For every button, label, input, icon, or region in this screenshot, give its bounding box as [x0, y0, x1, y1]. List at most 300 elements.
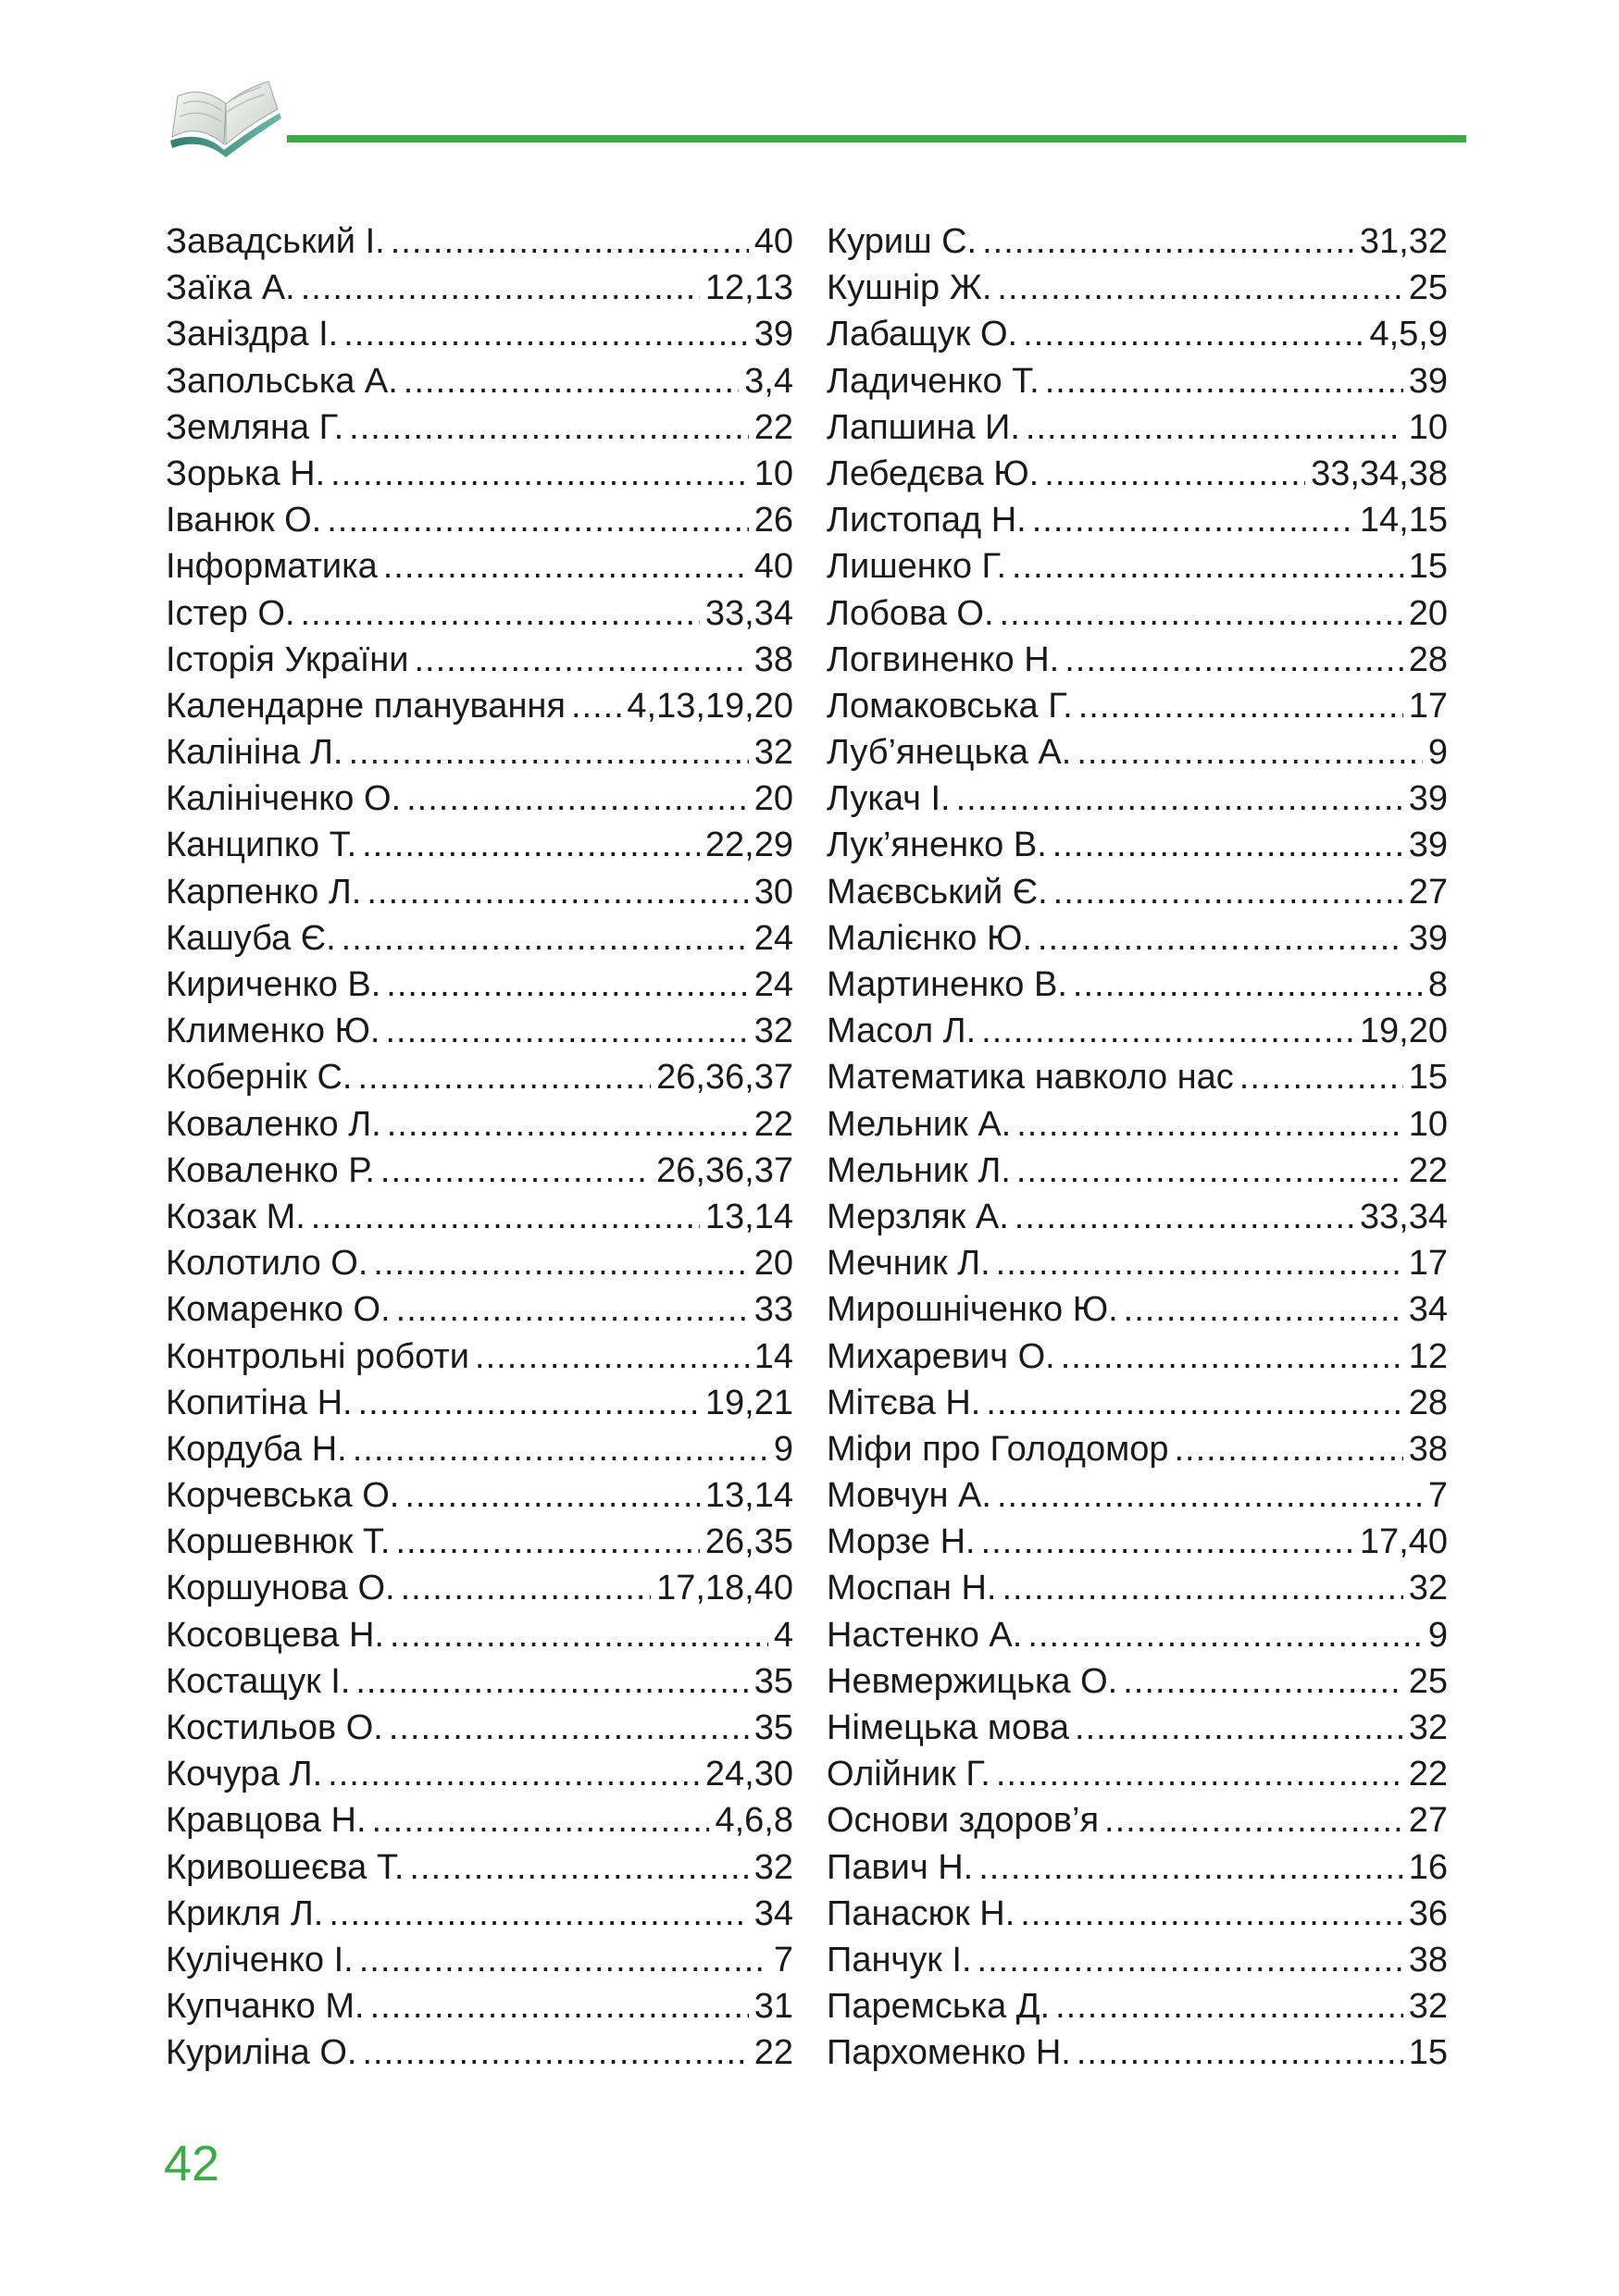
index-pages: 24 [753, 918, 793, 958]
index-term: Пархоменко Н. [827, 2033, 1071, 2073]
dot-leader [328, 1751, 700, 1797]
index-term: Малієнко Ю. [827, 918, 1032, 958]
dot-leader [1065, 637, 1403, 683]
index-entry [827, 1054, 1448, 1100]
index-entry [827, 265, 1448, 311]
index-term: Невмержицька О. [827, 1661, 1118, 1701]
index-term: Коваленко Р. [166, 1150, 375, 1190]
index-entry [166, 311, 793, 357]
index-term: Кочура Л. [166, 1755, 323, 1794]
index-entry [166, 1286, 793, 1333]
index-entry [827, 1426, 1448, 1472]
index-pages: 32 [753, 733, 793, 773]
index-term: Кордуба Н. [166, 1429, 347, 1469]
index-entry [166, 358, 793, 404]
index-entry [827, 1751, 1448, 1797]
index-pages: 4 [773, 1615, 793, 1655]
dot-leader [1061, 1334, 1403, 1380]
index-pages: 31 [753, 1987, 793, 2027]
dot-leader [1239, 1054, 1403, 1100]
index-term: Листопад Н. [827, 501, 1027, 540]
dot-leader [1077, 2029, 1403, 2076]
index-column-right [827, 218, 1448, 2077]
index-entry [166, 683, 793, 729]
index-term: Лебедєва Ю. [827, 453, 1040, 493]
index-entry [166, 1658, 793, 1705]
index-pages: 10 [1408, 407, 1448, 447]
index-term: Мельник Л. [827, 1150, 1011, 1190]
index-term: Основи здоров’я [827, 1801, 1100, 1841]
dot-leader [311, 1194, 700, 1240]
index-entry [166, 1380, 793, 1426]
index-pages: 30 [753, 872, 793, 912]
index-term: Куліченко І. [166, 1940, 354, 1980]
index-entry [827, 822, 1448, 868]
index-term: Інформатика [166, 547, 378, 587]
index-pages: 7 [773, 1940, 793, 1980]
dot-leader [401, 1565, 652, 1611]
index-term: Маєвський Є. [827, 872, 1048, 912]
dot-leader [390, 1612, 768, 1658]
dot-leader [1104, 1797, 1403, 1843]
index-term: Михаревич О. [827, 1336, 1055, 1376]
index-pages: 28 [1408, 639, 1448, 679]
index-pages: 10 [1408, 1104, 1448, 1144]
index-entry [827, 729, 1448, 776]
dot-leader [1078, 683, 1403, 729]
index-pages: 35 [753, 1708, 793, 1747]
index-term: Купчанко М. [166, 1987, 365, 2027]
dot-leader [1027, 1612, 1423, 1658]
index-term: Калініченко О. [166, 779, 402, 819]
index-pages: 35 [753, 1661, 793, 1701]
dot-leader [330, 451, 749, 497]
index-term: Заніздра І. [166, 315, 339, 354]
index-entry [827, 1286, 1448, 1333]
index-entry [827, 1891, 1448, 1937]
index-entry [166, 1797, 793, 1843]
index-entry [166, 1240, 793, 1286]
dot-leader [406, 776, 749, 822]
index-pages: 26,36,37 [656, 1150, 793, 1190]
dot-leader [404, 358, 739, 404]
index-pages: 33,34 [1359, 1197, 1448, 1236]
dot-leader [358, 1380, 700, 1426]
dot-leader [996, 1751, 1403, 1797]
index-term: Карпенко Л. [166, 872, 362, 912]
index-term: Куриш С. [827, 222, 978, 261]
dot-leader [981, 1519, 1354, 1565]
dot-leader [370, 1983, 749, 2029]
dot-leader [1045, 358, 1403, 404]
index-pages: 19,21 [704, 1383, 793, 1422]
index-pages: 20 [1408, 593, 1448, 633]
index-pages: 32 [1408, 1987, 1448, 2027]
index-term: Контрольні роботи [166, 1336, 470, 1376]
index-pages: 40 [753, 222, 793, 261]
dot-leader [1053, 869, 1403, 915]
index-entry [166, 1565, 793, 1611]
index-term: Лишенко Г. [827, 547, 1007, 587]
dot-leader [1038, 915, 1403, 962]
dot-leader [395, 1519, 699, 1565]
dot-leader [355, 1658, 748, 1705]
index-term: Корчевська О. [166, 1476, 400, 1516]
index-pages: 22 [1408, 1755, 1448, 1794]
index-pages: 27 [1408, 872, 1448, 912]
index-entry [827, 1937, 1448, 1983]
index-term: Зорька Н. [166, 453, 326, 493]
dot-leader [1174, 1426, 1402, 1472]
dot-leader [414, 637, 748, 683]
index-pages: 12 [1408, 1336, 1448, 1376]
index-entry [827, 404, 1448, 451]
index-entry [827, 1519, 1448, 1565]
dot-leader [373, 1240, 748, 1286]
dot-leader [1055, 1983, 1403, 2029]
index-pages: 39 [1408, 779, 1448, 819]
index-entry [166, 1148, 793, 1194]
index-pages: 4,5,9 [1369, 315, 1448, 354]
index-term: Настенко А. [827, 1615, 1023, 1655]
index-entry [166, 729, 793, 776]
index-term: Кобернік С. [166, 1058, 353, 1098]
index-pages: 10 [753, 453, 793, 493]
index-term: Канципко Т. [166, 825, 357, 865]
index-pages: 31,32 [1359, 222, 1448, 261]
index-entry [827, 1194, 1448, 1240]
index-term: Кушнір Ж. [827, 268, 992, 308]
dot-leader [997, 265, 1402, 311]
index-entry [166, 869, 793, 915]
index-pages: 33,34 [704, 593, 793, 633]
index-pages: 17 [1408, 1244, 1448, 1284]
index-pages: 17,18,40 [656, 1569, 793, 1608]
dot-leader [343, 311, 749, 357]
index-entry [166, 1891, 793, 1937]
index-entry [827, 869, 1448, 915]
dot-leader [385, 1008, 748, 1054]
open-book-icon [165, 76, 285, 168]
index-term: Копитіна Н. [166, 1383, 353, 1422]
index-entry [827, 915, 1448, 962]
index-term: Лукач І. [827, 779, 951, 819]
index-entry [166, 637, 793, 683]
index-entry [166, 1426, 793, 1472]
index-pages: 22 [1408, 1150, 1448, 1190]
index-pages: 32 [753, 1011, 793, 1051]
index-entry [827, 1380, 1448, 1426]
dot-leader [300, 590, 699, 637]
dot-leader [978, 1937, 1403, 1983]
index-pages: 25 [1408, 1661, 1448, 1701]
index-term: Костильов О. [166, 1708, 383, 1747]
dot-leader [301, 265, 700, 311]
index-entry [827, 1148, 1448, 1194]
dot-leader [956, 776, 1403, 822]
index-pages: 14 [753, 1336, 793, 1376]
index-entry [166, 1612, 793, 1658]
dot-leader [1077, 729, 1423, 776]
dot-leader [1020, 1891, 1402, 1937]
dot-leader [372, 1797, 710, 1843]
dot-leader [389, 1705, 749, 1751]
index-column-left [166, 218, 793, 2077]
index-entry [827, 590, 1448, 637]
dot-leader [1016, 1148, 1403, 1194]
index-entry [166, 543, 793, 590]
index-pages: 17 [1408, 686, 1448, 726]
index-pages: 33 [753, 1290, 793, 1330]
index-pages: 39 [753, 315, 793, 354]
index-pages: 22 [753, 2033, 793, 2073]
index-entry [166, 1983, 793, 2029]
index-pages: 25 [1408, 268, 1448, 308]
index-pages: 20 [753, 779, 793, 819]
dot-leader [327, 497, 748, 543]
index-term: Логвиненко Н. [827, 639, 1060, 679]
index-pages: 27 [1408, 1801, 1448, 1841]
index-pages: 38 [1408, 1429, 1448, 1469]
dot-leader [1016, 1101, 1402, 1148]
index-term: Мовчун А. [827, 1476, 991, 1516]
index-entry [166, 776, 793, 822]
index-entry [166, 1008, 793, 1054]
dot-leader [1044, 451, 1305, 497]
index-entry [827, 1240, 1448, 1286]
index-pages: 22 [753, 407, 793, 447]
dot-leader [405, 1472, 700, 1519]
index-term: Павич Н. [827, 1847, 974, 1887]
dot-leader [1124, 1286, 1403, 1333]
dot-leader [391, 218, 749, 265]
index-pages: 32 [753, 1847, 793, 1887]
index-term: Лапшина И. [827, 407, 1020, 447]
dot-leader [986, 1380, 1402, 1426]
index-pages: 34 [1408, 1290, 1448, 1330]
index-entry [166, 1054, 793, 1100]
index-term: Паремська Д. [827, 1987, 1051, 2027]
index-pages: 4,13,19,20 [627, 686, 793, 726]
index-pages: 14,15 [1359, 501, 1448, 540]
index-pages: 28 [1408, 1383, 1448, 1422]
index-entry [166, 590, 793, 637]
index-term: Мечник Л. [827, 1244, 990, 1284]
dot-leader [1002, 1565, 1402, 1611]
index-entry [827, 1101, 1448, 1148]
index-term: Колотило О. [166, 1244, 368, 1284]
index-pages: 13,14 [704, 1476, 793, 1516]
index-pages: 22 [753, 1104, 793, 1144]
index-term: Моспан Н. [827, 1569, 997, 1608]
index-pages: 19,20 [1359, 1011, 1448, 1051]
index-term: Запольська А. [166, 361, 398, 401]
index-pages: 26 [753, 501, 793, 540]
dot-leader [348, 729, 748, 776]
index-term: Кравцова Н. [166, 1801, 367, 1841]
index-entry [166, 1194, 793, 1240]
index-pages: 39 [1408, 361, 1448, 401]
index-term: Луб’янецька А. [827, 733, 1072, 773]
index-entry [166, 822, 793, 868]
index-entry [827, 1565, 1448, 1611]
index-pages: 38 [753, 639, 793, 679]
index-entry [166, 2029, 793, 2076]
index-term: Кашуба Є. [166, 918, 336, 958]
index-term: Морзе Н. [827, 1522, 976, 1562]
index-term: Іванюк О. [166, 501, 322, 540]
index-term: Калініна Л. [166, 733, 343, 773]
index-pages: 40 [753, 547, 793, 587]
index-entry [827, 962, 1448, 1008]
index-pages: 20 [753, 1244, 793, 1284]
index-entry [166, 265, 793, 311]
dot-leader [367, 869, 748, 915]
index-term: Крикля Л. [166, 1893, 324, 1933]
dot-leader [997, 1472, 1423, 1519]
dot-leader [1075, 1705, 1403, 1751]
index-entry [166, 1844, 793, 1891]
index-entry [166, 497, 793, 543]
index-term: Мітєва Н. [827, 1383, 981, 1422]
index-term: Історія України [166, 639, 409, 679]
dot-leader [386, 962, 748, 1008]
index-term: Лабащук О. [827, 315, 1018, 354]
index-term: Комаренко О. [166, 1290, 391, 1330]
index-term: Мартиненко В. [827, 965, 1067, 1004]
index-term: Міфи про Голодомор [827, 1429, 1169, 1469]
index-pages: 15 [1408, 1058, 1448, 1098]
dot-leader [1023, 311, 1364, 357]
index-term: Німецька мова [827, 1708, 1070, 1747]
index-pages: 12,13 [704, 268, 793, 308]
index-entry [827, 218, 1448, 265]
index-entry [827, 1844, 1448, 1891]
index-term: Куриліна О. [166, 2033, 357, 2073]
index-term: Лук’яненко В. [827, 825, 1047, 865]
dot-leader [342, 915, 749, 962]
dot-leader [571, 683, 621, 729]
header-rule [287, 135, 1466, 143]
index-term: Косовцева Н. [166, 1615, 384, 1655]
index-pages: 36 [1408, 1893, 1448, 1933]
index-term: Ломаковська Г. [827, 686, 1073, 726]
index-term: Коршунова О. [166, 1569, 395, 1608]
index-entry [166, 1705, 793, 1751]
index-entry [827, 1705, 1448, 1751]
index-term: Земляна Г. [166, 407, 344, 447]
index-term: Коршевнюк Т. [166, 1522, 391, 1562]
index-entry [827, 683, 1448, 729]
dot-leader [1052, 822, 1403, 868]
index-pages: 24 [753, 965, 793, 1004]
index-term: Завадський І. [166, 222, 385, 261]
dot-leader [996, 1240, 1403, 1286]
index-term: Олійник Г. [827, 1755, 990, 1794]
index-entry [827, 2029, 1448, 2076]
index-entry [827, 358, 1448, 404]
index-entry [166, 915, 793, 962]
index-pages: 13,14 [704, 1197, 793, 1236]
index-entry [827, 1658, 1448, 1705]
index-term: Заїка А. [166, 268, 295, 308]
dot-leader [396, 1286, 749, 1333]
page-number: 42 [164, 2136, 220, 2191]
index-term: Ладиченко Т. [827, 361, 1040, 401]
index-entry [827, 1983, 1448, 2029]
dot-leader [1123, 1658, 1403, 1705]
dot-leader [978, 1844, 1403, 1891]
index-entry [827, 1612, 1448, 1658]
index-entry [827, 1797, 1448, 1843]
index-pages: 26,35 [704, 1522, 793, 1562]
dot-leader [1026, 404, 1403, 451]
index-term: Лобова О. [827, 593, 994, 633]
index-pages: 17,40 [1359, 1522, 1448, 1562]
index-term: Кириченко В. [166, 965, 381, 1004]
index-term: Панасюк Н. [827, 1893, 1015, 1933]
index-pages: 3,4 [744, 361, 793, 401]
dot-leader [380, 1148, 651, 1194]
dot-leader [409, 1844, 748, 1891]
index-pages: 16 [1408, 1847, 1448, 1887]
dot-leader [349, 404, 749, 451]
index-pages: 22,29 [704, 825, 793, 865]
index-pages: 15 [1408, 2033, 1448, 2073]
index-entry [827, 543, 1448, 590]
dot-leader [982, 218, 1354, 265]
index-pages: 9 [773, 1429, 793, 1469]
dot-leader [475, 1334, 749, 1380]
index-entry [827, 637, 1448, 683]
index-entry [827, 311, 1448, 357]
index-pages: 38 [1408, 1940, 1448, 1980]
index-pages: 15 [1408, 547, 1448, 587]
index-term: Коваленко Л. [166, 1104, 381, 1144]
index-entry [827, 776, 1448, 822]
index-entry [166, 1334, 793, 1380]
index-term: Козак М. [166, 1197, 305, 1236]
dot-leader [1015, 1194, 1354, 1240]
index-term: Мельник А. [827, 1104, 1012, 1144]
index-entry [827, 1334, 1448, 1380]
dot-leader [358, 1054, 652, 1100]
index-entry [166, 1751, 793, 1797]
index-term: Панчук І. [827, 1940, 972, 1980]
index-pages: 8 [1427, 965, 1448, 1004]
index-pages: 34 [753, 1893, 793, 1933]
index-pages: 9 [1427, 1615, 1448, 1655]
index-term: Мерзляк А. [827, 1197, 1009, 1236]
dot-leader [362, 2029, 748, 2076]
index-pages: 39 [1408, 825, 1448, 865]
index-pages: 24,30 [704, 1755, 793, 1794]
dot-leader [1073, 962, 1423, 1008]
index-entry [166, 1472, 793, 1519]
index-term: Календарне планування [166, 686, 566, 726]
index-entry [827, 497, 1448, 543]
dot-leader [359, 1937, 768, 1983]
index-term: Кривошеєва Т. [166, 1847, 405, 1887]
index-pages: 9 [1427, 733, 1448, 773]
index-entry [166, 962, 793, 1008]
index-pages: 33,34,38 [1311, 453, 1448, 493]
index-entry [827, 1472, 1448, 1519]
dot-leader [387, 1101, 749, 1148]
index-pages: 39 [1408, 918, 1448, 958]
dot-leader [353, 1426, 768, 1472]
index-entry [166, 1937, 793, 1983]
